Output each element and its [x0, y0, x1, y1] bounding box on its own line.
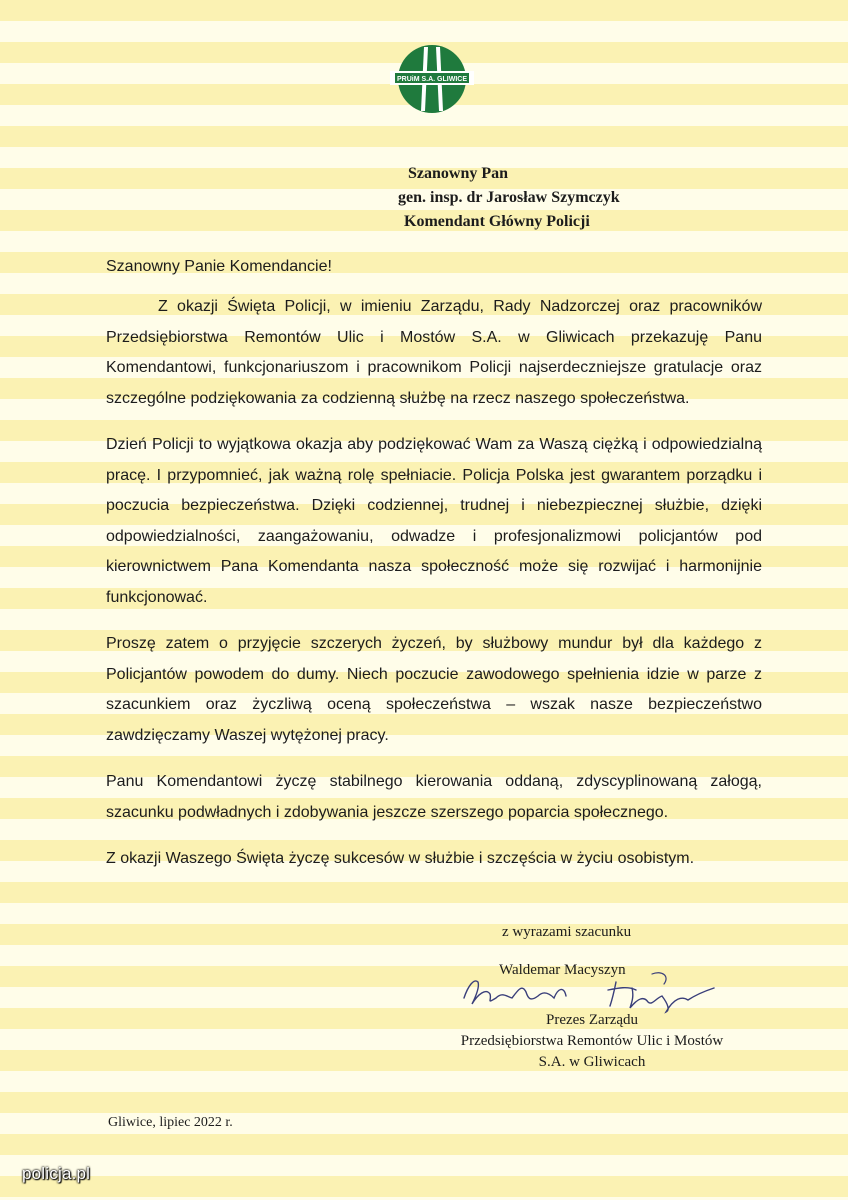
paragraph: Panu Komendantowi życzę stabilnego kierowania oddaną, zdyscyplinowaną załogą, szacunku podwładnych i zdobywania jeszcze szerszego poparcia społecznego.: [106, 773, 762, 821]
signer-title-line: S.A. w Gliwicach: [538, 1054, 646, 1070]
addressee-line: gen. insp. dr Jarosław Szymczyk: [398, 189, 620, 206]
company-logo: [390, 44, 474, 114]
signer-title-line: Prezes Zarządu: [545, 1012, 639, 1028]
paragraph: Z okazji Święta Policji, w imieniu Zarządu, Rady Nadzorczej oraz pracowników Przedsiębiorstwa Remontów Ulic i Mostów S.A. w Gliwicach przekazuję Panu Komendantowi, funkcjonariuszom i pracownikom Policji najserdeczniejsze gratulacje oraz szczególne podziękowania za codzienną służbę na rzecz naszego społeczeństwa.: [106, 298, 762, 407]
letter-body: [106, 292, 762, 891]
logo-text: PRUiM S.A. GLIWICE: [397, 76, 467, 83]
addressee-line: Szanowny Pan: [408, 165, 509, 182]
handwritten-signature-icon: [456, 968, 736, 1014]
addressee-block: [398, 162, 620, 234]
paragraph: Z okazji Waszego Święta życzę sukcesów w służbie i szczęścia w życiu osobistym.: [106, 850, 695, 867]
site-watermark: policja.pl: [22, 1164, 91, 1183]
salutation: Szanowny Panie Komendancie!: [106, 258, 332, 275]
road-logo-icon: [390, 44, 474, 114]
closing-phrase: z wyrazami szacunku: [502, 924, 632, 940]
paragraph: Proszę zatem o przyjęcie szczerych życzeń, by służbowy mundur był dla każdego z Policjantów powodem do dumy. Niech poczucie zawodowego spełnienia idzie w parze z szacunkiem oraz życzliwą oceną społeczeństwa – wszak nasze bezpieczeństwo zawdzięczamy Waszej wytężonej pracy.: [106, 635, 762, 744]
signer-title: [440, 1010, 744, 1073]
signer-name: Waldemar Macyszyn: [499, 962, 626, 978]
signer-title-line: Przedsiębiorstwa Remontów Ulic i Mostów: [460, 1033, 724, 1049]
paragraph: Dzień Policji to wyjątkowa okazja aby podziękować Wam za Waszą ciężką i odpowiedzialną pracę. I przypomnieć, jak ważną rolę spełniacie. Policja Polska jest gwarantem porządku i poczucia bezpieczeństwa. Dzięki codziennej, trudnej i niebezpiecznej służbie, dzięki odpowiedzialności, zaangażowaniu, odwadze i profesjonalizmowi policjantów pod kierownictwem Pana Komendanta nasza społeczność może się rozwijać i harmonijnie funkcjonować.: [106, 436, 762, 606]
addressee-line: Komendant Główny Policji: [404, 213, 590, 230]
place-and-date: Gliwice, lipiec 2022 r.: [108, 1115, 233, 1130]
